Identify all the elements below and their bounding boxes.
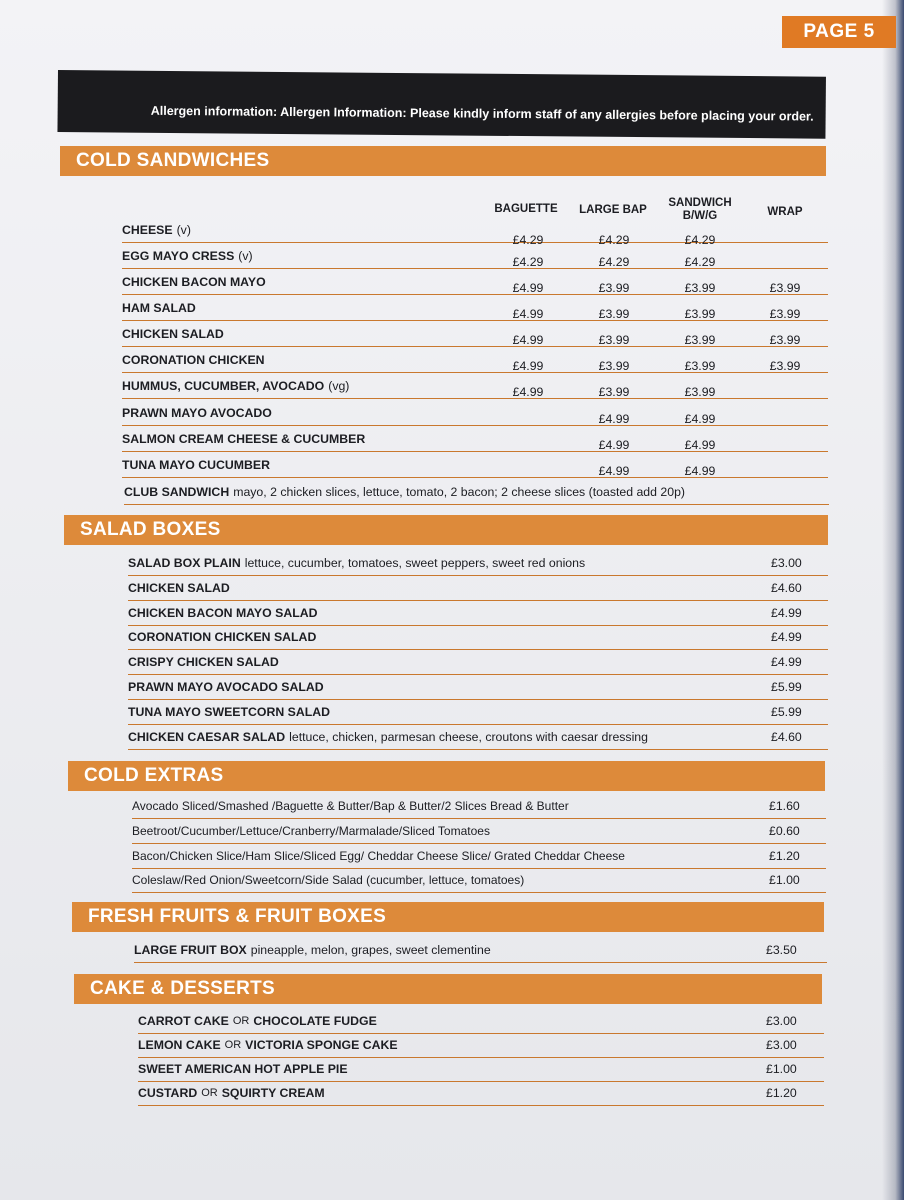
sandwich-price-sandwich: £3.99 (684, 359, 716, 373)
dessert-name-b: VICTORIA SPONGE CAKE (245, 1038, 398, 1052)
club-sandwich-desc: mayo, 2 chicken slices, lettuce, tomato, 2 bacon; 2 cheese slices (toasted add 20p) (233, 485, 686, 499)
sandwich-price-bap: £4.99 (598, 438, 630, 452)
section-header-cold-extras: COLD EXTRAS (68, 761, 825, 791)
sandwich-price-sandwich: £3.99 (684, 281, 716, 295)
dessert-name-a: SWEET AMERICAN HOT APPLE PIE (138, 1062, 348, 1076)
sandwich-name: CHICKEN SALAD (122, 327, 224, 341)
column-header-wrap: WRAP (767, 206, 803, 218)
sandwich-price-wrap: £3.99 (769, 307, 801, 321)
salad-name: CHICKEN BACON MAYO SALAD (128, 605, 318, 620)
page-edge-shadow (882, 0, 904, 1200)
sandwich-row (122, 401, 828, 426)
sandwich-price-baguette: £4.99 (512, 307, 544, 321)
dessert-price: £1.00 (766, 1062, 797, 1076)
allergen-banner (57, 70, 826, 139)
sandwich-diet-tag: (v) (238, 249, 253, 263)
fruit-box-desc: pineapple, melon, grapes, sweet clementine (250, 943, 491, 957)
salad-desc: lettuce, cucumber, tomatoes, sweet peppers, sweet red onions (244, 556, 586, 570)
sandwich-price-sandwich: £3.99 (684, 333, 716, 347)
sandwich-row (122, 218, 828, 247)
extra-name: Beetroot/Cucumber/Lettuce/Cranberry/Marmalade/Sliced Tomatoes (132, 823, 490, 838)
dessert-name-a: CARROT CAKE (138, 1014, 229, 1028)
salad-row (128, 725, 828, 750)
salad-name: CRISPY CHICKEN SALAD (128, 655, 279, 670)
sandwich-row (122, 453, 828, 478)
salad-row (128, 675, 828, 700)
sandwich-price-baguette: £4.99 (512, 281, 544, 295)
extra-price: £1.00 (769, 873, 800, 888)
sandwich-price-sandwich: £4.29 (684, 233, 716, 247)
sandwich-price-bap: £4.29 (598, 233, 630, 247)
dessert-or: OR (232, 1015, 250, 1027)
sandwich-diet-tag: (vg) (328, 379, 350, 393)
dessert-row (138, 1009, 824, 1034)
sandwich-price-baguette: £4.29 (512, 255, 544, 269)
dessert-price: £1.20 (766, 1086, 797, 1100)
salad-price: £4.60 (771, 729, 802, 744)
sandwich-row (122, 244, 828, 269)
extra-name: Coleslaw/Red Onion/Sweetcorn/Side Salad (cucumber, lettuce, tomatoes) (132, 873, 525, 888)
extra-row (132, 868, 826, 893)
sandwich-row (122, 270, 828, 295)
salad-row (128, 700, 828, 725)
sandwich-name: CHICKEN BACON MAYO (122, 275, 266, 289)
sandwich-price-wrap: £3.99 (769, 281, 801, 295)
sandwich-name: EGG MAYO CRESS (122, 249, 235, 263)
salad-price: £4.99 (771, 630, 802, 645)
salad-row (128, 576, 828, 601)
salad-name: PRAWN MAYO AVOCADO SALAD (128, 680, 324, 694)
dessert-price: £3.00 (766, 1038, 797, 1052)
column-header-baguette: BAGUETTE (494, 203, 558, 215)
salad-price: £5.99 (771, 704, 802, 719)
column-header-sandwich-line1: SANDWICH (668, 197, 732, 209)
sandwich-price-wrap: £3.99 (769, 333, 801, 347)
salad-row (128, 650, 828, 675)
sandwich-price-bap: £4.99 (598, 464, 630, 478)
salad-name: CORONATION CHICKEN SALAD (128, 630, 317, 645)
salad-desc: lettuce, chicken, parmesan cheese, croutons with caesar dressing (289, 729, 648, 744)
sandwich-row (122, 296, 828, 321)
salad-price: £4.60 (771, 580, 802, 595)
club-sandwich-row (124, 480, 829, 505)
sandwich-name: SALMON CREAM CHEESE & CUCUMBER (122, 432, 366, 446)
salad-row (128, 551, 828, 576)
club-sandwich-name: CLUB SANDWICH (124, 485, 230, 499)
salad-row (128, 601, 828, 626)
section-header-salad-boxes: SALAD BOXES (64, 515, 828, 545)
sandwich-row (122, 427, 828, 452)
dessert-price: £3.00 (766, 1014, 797, 1028)
sandwich-name: CORONATION CHICKEN (122, 353, 265, 367)
salad-name: CHICKEN CAESAR SALAD (128, 729, 286, 744)
salad-price: £4.99 (771, 655, 802, 670)
extra-price: £1.60 (769, 799, 800, 813)
dessert-or: OR (224, 1039, 242, 1051)
section-header-cold-sandwiches: COLD SANDWICHES (60, 146, 826, 176)
sandwich-name: HAM SALAD (122, 301, 196, 315)
fruit-box-row (134, 938, 827, 963)
sandwich-price-bap: £3.99 (598, 281, 630, 295)
extra-price: £0.60 (769, 823, 800, 838)
fruit-box-name: LARGE FRUIT BOX (134, 943, 247, 957)
salad-row (128, 625, 828, 650)
dessert-name-a: CUSTARD (138, 1086, 198, 1100)
extra-row (132, 844, 826, 869)
section-header-fresh-fruits: FRESH FRUITS & FRUIT BOXES (72, 902, 824, 932)
dessert-name-b: CHOCOLATE FUDGE (253, 1014, 377, 1028)
sandwich-price-bap: £3.99 (598, 359, 630, 373)
sandwich-price-bap: £3.99 (598, 307, 630, 321)
sandwich-row (122, 348, 828, 373)
column-header-large-bap: LARGE BAP (579, 204, 647, 216)
sandwich-price-bap: £4.29 (598, 255, 630, 269)
sandwich-price-baguette: £4.99 (512, 333, 544, 347)
extra-price: £1.20 (769, 848, 800, 863)
dessert-row (138, 1033, 824, 1058)
salad-price: £5.99 (771, 680, 802, 694)
sandwich-price-baguette: £4.99 (512, 359, 544, 373)
sandwich-price-sandwich: £4.99 (684, 438, 716, 452)
dessert-name-b: SQUIRTY CREAM (221, 1086, 325, 1100)
sandwich-price-bap: £3.99 (598, 385, 630, 399)
dessert-name-a: LEMON CAKE (138, 1038, 221, 1052)
dessert-row (138, 1081, 824, 1106)
sandwich-price-baguette: £4.99 (512, 385, 544, 399)
salad-name: SALAD BOX PLAIN (128, 556, 241, 570)
extra-name: Bacon/Chicken Slice/Ham Slice/Sliced Egg/ Cheddar Cheese Slice/ Grated Cheddar Cheese (132, 848, 625, 863)
page-number-badge: PAGE 5 (782, 16, 896, 48)
sandwich-name: CHEESE (122, 223, 173, 237)
dessert-or: OR (201, 1087, 218, 1099)
sandwich-price-sandwich: £4.99 (684, 412, 716, 426)
salad-price: £4.99 (771, 605, 802, 620)
sandwich-price-sandwich: £4.99 (684, 464, 716, 478)
sandwich-price-bap: £4.99 (598, 412, 630, 426)
sandwich-row (122, 322, 828, 347)
sandwich-price-sandwich: £3.99 (684, 307, 716, 321)
sandwich-price-baguette: £4.29 (512, 233, 544, 247)
sandwich-price-bap: £3.99 (598, 333, 630, 347)
extra-row (132, 794, 826, 819)
column-header-sandwich-line2: B/W/G (682, 210, 718, 222)
sandwich-price-sandwich: £4.29 (684, 255, 716, 269)
salad-name: TUNA MAYO SWEETCORN SALAD (128, 704, 330, 719)
sandwich-price-wrap: £3.99 (769, 359, 801, 373)
fruit-box-price: £3.50 (766, 943, 797, 957)
sandwich-price-sandwich: £3.99 (684, 385, 716, 399)
section-header-cake-desserts: CAKE & DESSERTS (74, 974, 822, 1004)
sandwich-name: TUNA MAYO CUCUMBER (122, 458, 271, 472)
extra-name: Avocado Sliced/Smashed /Baguette & Butter/Bap & Butter/2 Slices Bread & Butter (132, 799, 569, 813)
salad-name: CHICKEN SALAD (128, 580, 230, 595)
extra-row (132, 819, 826, 844)
sandwich-name: PRAWN MAYO AVOCADO (122, 406, 272, 420)
sandwich-name: HUMMUS, CUCUMBER, AVOCADO (122, 379, 325, 393)
allergen-text: Allergen information: Allergen Information: Please kindly inform staff of any allergies before placing your order. (150, 103, 814, 124)
salad-price: £3.00 (771, 556, 802, 570)
sandwich-row (122, 374, 828, 399)
sandwich-diet-tag: (v) (176, 223, 191, 237)
dessert-row (138, 1057, 824, 1082)
